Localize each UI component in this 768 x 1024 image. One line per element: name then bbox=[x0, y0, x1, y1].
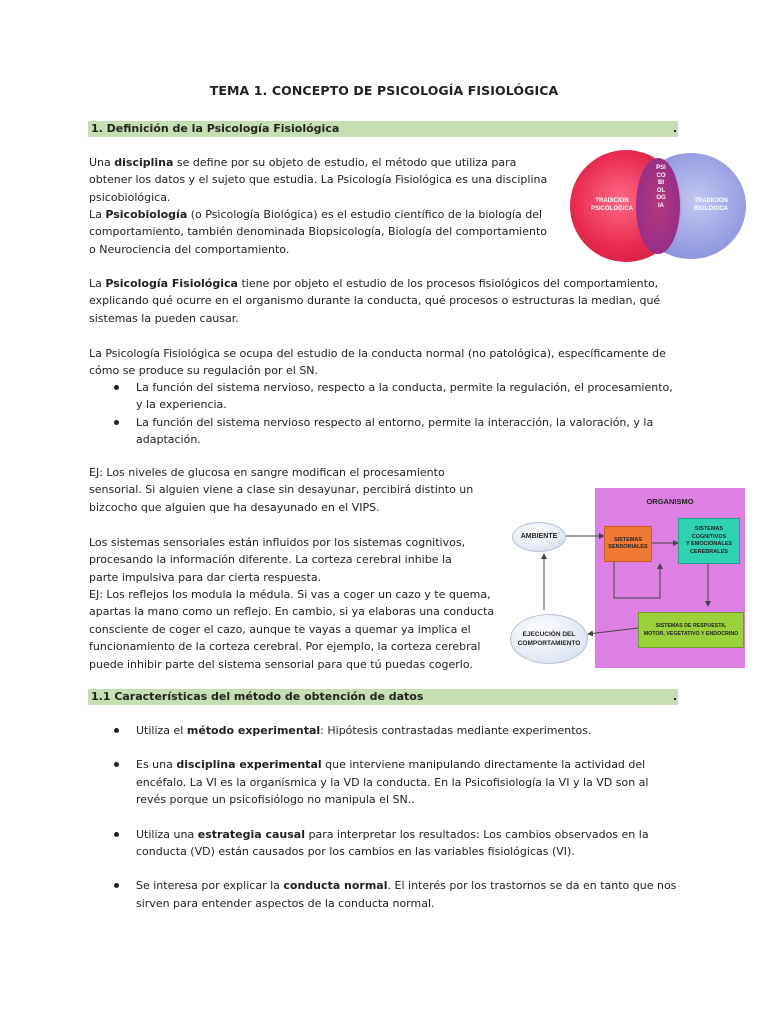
section-heading-1-1-dot: . bbox=[672, 690, 677, 703]
list-item: Es una disciplina experimental que interviene manipulando directamente la actividad del encéfalo. La VI es la organísmica y la VD la conducta. En la Psicofisiología la VI y la VD son al revés porque un psicofisiólogo no manipula el SN.. bbox=[89, 756, 679, 808]
paragraph-conducta-normal: La Psicología Fisiológica se ocupa del estudio de la conducta normal (no patológica), específicamente de cómo se produce su regulación por el SN. bbox=[89, 347, 666, 378]
sistemas-cognitivos-node: SISTEMAS COGNITIVOS Y EMOCIONALES CEREBRALES bbox=[678, 518, 740, 564]
paragraph-sistemas-sensoriales: Los sistemas sensoriales están influidos por los sistemas cognitivos, procesando la información diferente. La corteza cerebral inhibe la parte impulsiva para dar cierta respuesta. bbox=[89, 536, 466, 584]
page-title: TEMA 1. CONCEPTO DE PSICOLOGÍA FISIOLÓGICA bbox=[209, 83, 559, 98]
list-item: Utiliza una estrategia causal para interpretar los resultados: Los cambios observados en la conducta (VD) están causados por los cambios en las variables fisiológicas (VI). bbox=[89, 826, 679, 861]
list-item: Utiliza el método experimental: Hipótesis contrastadas mediante experimentos. bbox=[89, 722, 679, 739]
section-heading-1 bbox=[88, 121, 678, 137]
bullet-list-metodo bbox=[89, 722, 679, 929]
section-heading-1-1-text: 1.1 Características del método de obtención de datos bbox=[91, 690, 424, 703]
paragraph-psicobiologia: La Psicobiología (o Psicología Biológica) es el estudio científico de la biología del comportamiento, también denominada Biopsicología, Biología del comportamiento o Neurociencia del comportamiento. bbox=[89, 208, 547, 256]
venn-diagram bbox=[570, 150, 750, 262]
ambiente-node: AMBIENTE bbox=[512, 522, 566, 552]
bullet-list-sistema-nervioso bbox=[89, 379, 679, 449]
sistemas-respuesta-node: SISTEMAS DE RESPUESTA, MOTOR, VEGETATIVO Y ENDOCRINO bbox=[638, 612, 744, 648]
arrow-sensoriales-feedback bbox=[614, 561, 660, 598]
venn-label-biologica: TRADICION BIOLOGICA bbox=[694, 198, 728, 212]
paragraph-psicologia-fisiologica: La Psicología Fisiológica tiene por objeto el estudio de los procesos fisiológicos del comportamiento, explicando qué ocurre en el organismo durante la conducta, qué procesos o estructuras la median, qué sistemas la pueden causar. bbox=[89, 277, 661, 325]
organismo-title: ORGANISMO bbox=[646, 497, 694, 506]
ejecucion-comportamiento-node: EJECUCIÓN DEL COMPORTAMIENTO bbox=[510, 614, 588, 664]
section-heading-1-text: 1. Definición de la Psicología Fisiológica bbox=[91, 122, 340, 135]
paragraph-ejemplo-glucosa: EJ: Los niveles de glucosa en sangre modifican el procesamiento sensorial. Si alguien viene a clase sin desayunar, percibirá distinto un bizcocho que alguien que ha desayunado en el VIPS. bbox=[89, 466, 474, 514]
section-heading-1-1 bbox=[88, 689, 678, 705]
list-item: La función del sistema nervioso, respecto a la conducta, permite la regulación, el procesamiento, y la experiencia. bbox=[89, 379, 679, 414]
paragraph-disciplina: Una disciplina se define por su objeto de estudio, el método que utiliza para obtener los datos y el sujeto que estudia. La Psicología Fisiológica es una disciplina psicobiológica. bbox=[89, 156, 548, 204]
venn-label-psicobiologia: PSICOBIOLOGIA bbox=[656, 165, 666, 209]
paragraph-ejemplo-reflejos: EJ: Los reflejos los modula la médula. Si vas a coger un cazo y te quema, apartas la mano como un reflejo. En cambio, si ya elaboras una conducta consciente de coger el cazo, aunque te vayas a quemar ya implica el funcionamiento de la corteza cerebral. Por ejemplo, la corteza cerebral puede inhibir parte del sistema sensorial para que tú puedas cogerlo. bbox=[89, 588, 495, 671]
list-item: La función del sistema nervioso respecto al entorno, permite la interacción, la valoración, y la adaptación. bbox=[89, 414, 679, 449]
sistemas-sensoriales-node: SISTEMAS SENSORIALES bbox=[604, 526, 652, 562]
venn-label-psicologica: TRADICION PSICOLOGICA bbox=[590, 198, 633, 212]
arrow-respuesta-ejecucion bbox=[588, 628, 638, 634]
section-heading-1-dot: . bbox=[672, 122, 677, 135]
list-item: Se interesa por explicar la conducta normal. El interés por los trastornos se da en tanto que nos sirven para entender aspectos de la conducta normal. bbox=[89, 877, 679, 912]
organism-diagram bbox=[510, 488, 750, 670]
